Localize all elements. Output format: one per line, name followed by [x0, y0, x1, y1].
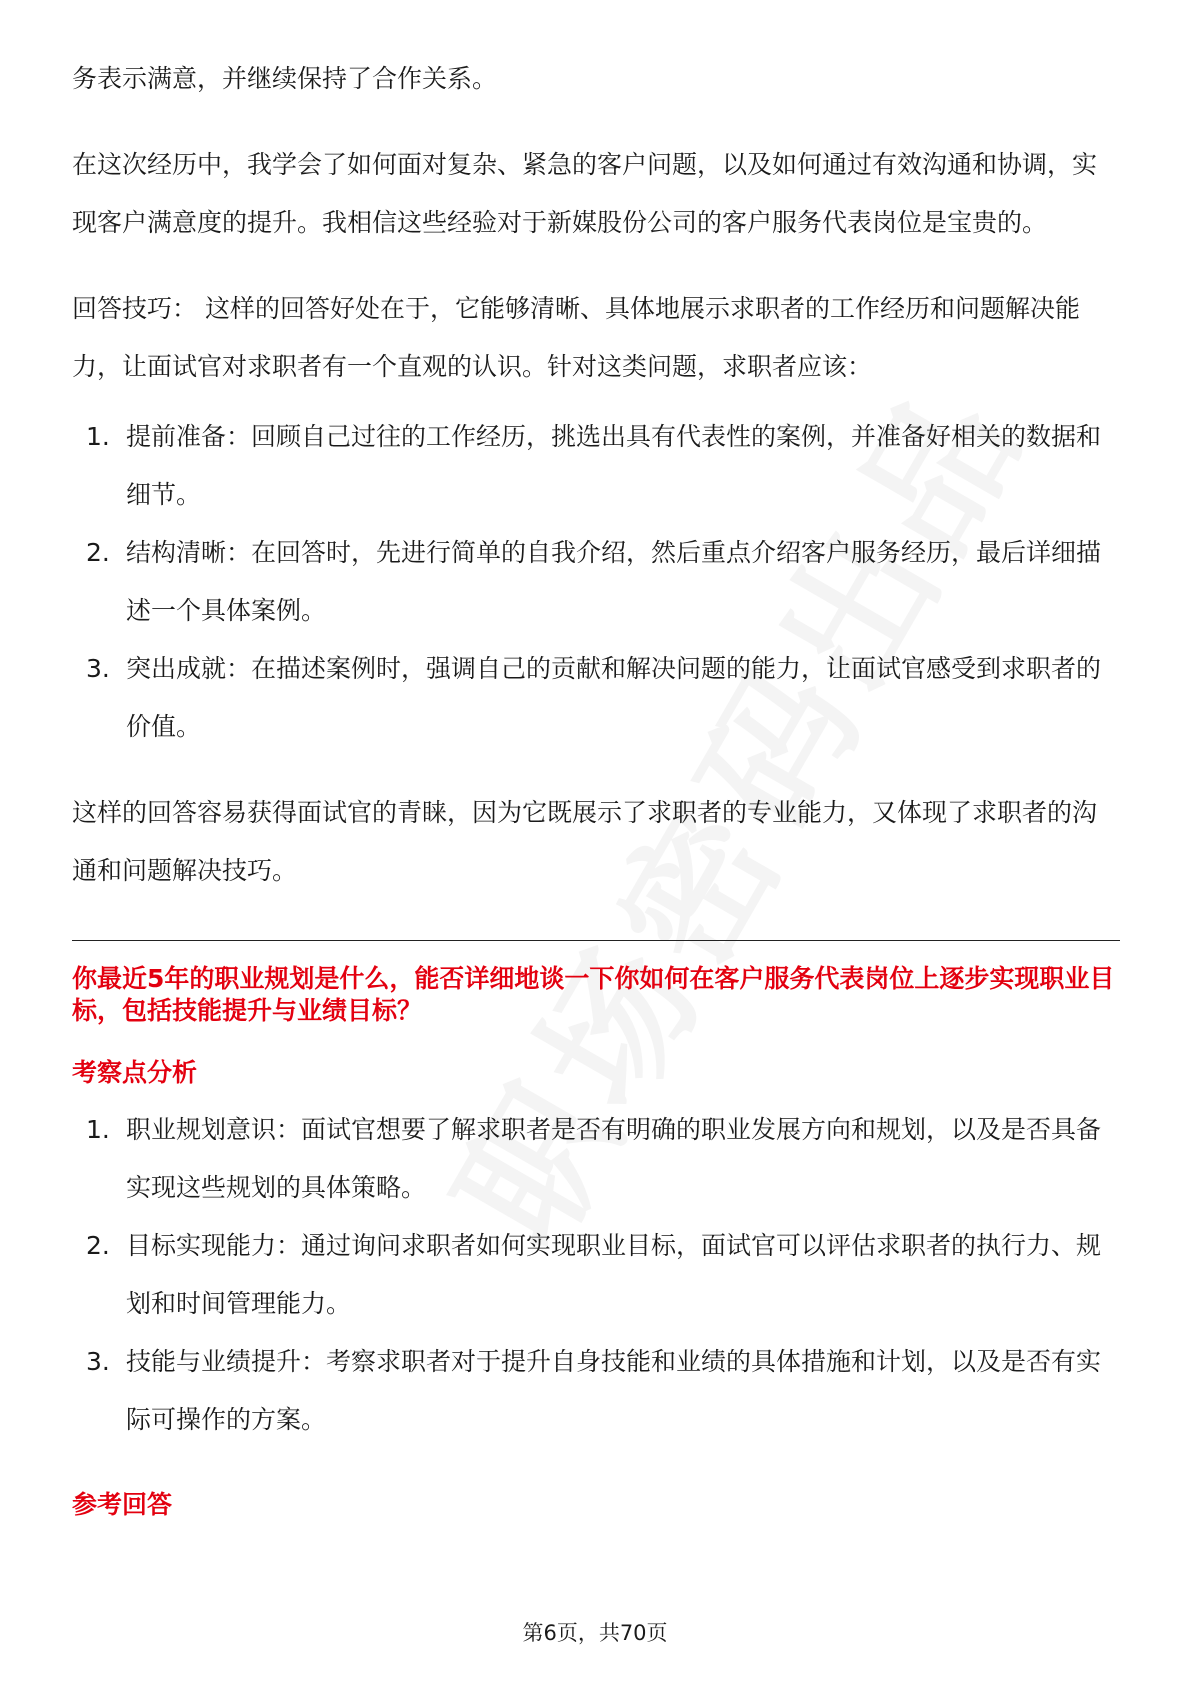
paragraph-closing: 这样的回答容易获得面试官的青睐，因为它既展示了求职者的专业能力，又体现了求职者的沟通和问题解决技巧。 — [72, 798, 1098, 885]
list-number: 3. — [86, 654, 110, 683]
paragraph-continuation: 务表示满意，并继续保持了合作关系。 — [72, 64, 498, 93]
list-text: 提前准备：回顾自己过往的工作经历，挑选出具有代表性的案例，并准备好相关的数据和细节。 — [126, 422, 1102, 509]
list-item — [72, 408, 1120, 524]
list-number: 1. — [86, 422, 110, 451]
list-text: 技能与业绩提升：考察求职者对于提升自身技能和业绩的具体措施和计划，以及是否有实际可操作的方案。 — [126, 1347, 1102, 1434]
list-text: 突出成就：在描述案例时，强调自己的贡献和解决问题的能力，让面试官感受到求职者的价值。 — [126, 654, 1102, 741]
list-number: 1. — [86, 1115, 110, 1144]
question-heading: 你最近5年的职业规划是什么，能否详细地谈一下你如何在客户服务代表岗位上逐步实现职业目标，包括技能提升与业绩目标？ — [72, 964, 1115, 1025]
paragraph-experience: 在这次经历中，我学会了如何面对复杂、紧急的客户问题，以及如何通过有效沟通和协调，实现客户满意度的提升。我相信这些经验对于新媒股份公司的客户服务代表岗位是宝贵的。 — [72, 150, 1098, 237]
list-item — [72, 1217, 1120, 1333]
list-text: 目标实现能力：通过询问求职者如何实现职业目标，面试官可以评估求职者的执行力、规划和时间管理能力。 — [126, 1231, 1102, 1318]
list-text: 结构清晰：在回答时，先进行简单的自我介绍，然后重点介绍客户服务经历，最后详细描述一个具体案例。 — [126, 538, 1102, 625]
list-number: 2. — [86, 538, 110, 567]
paragraph-answer-tips: 回答技巧： 这样的回答好处在于，它能够清晰、具体地展示求职者的工作经历和问题解决能力，让面试官对求职者有一个直观的认识。针对这类问题，求职者应该： — [72, 294, 1080, 381]
list-item — [72, 1101, 1120, 1217]
list-item — [72, 640, 1120, 756]
reference-answer-heading: 参考回答 — [72, 1490, 173, 1519]
tips-list — [72, 408, 1120, 756]
list-number: 2. — [86, 1231, 110, 1260]
analysis-heading: 考察点分析 — [72, 1058, 198, 1087]
list-item — [72, 524, 1120, 640]
page-content — [72, 50, 1120, 1521]
list-item — [72, 1333, 1120, 1449]
page-number: 第6页，共70页 — [522, 1621, 668, 1645]
analysis-list — [72, 1101, 1120, 1449]
section-divider — [72, 940, 1120, 941]
list-text: 职业规划意识：面试官想要了解求职者是否有明确的职业发展方向和规划，以及是否具备实现这些规划的具体策略。 — [126, 1115, 1102, 1202]
list-number: 3. — [86, 1347, 110, 1376]
